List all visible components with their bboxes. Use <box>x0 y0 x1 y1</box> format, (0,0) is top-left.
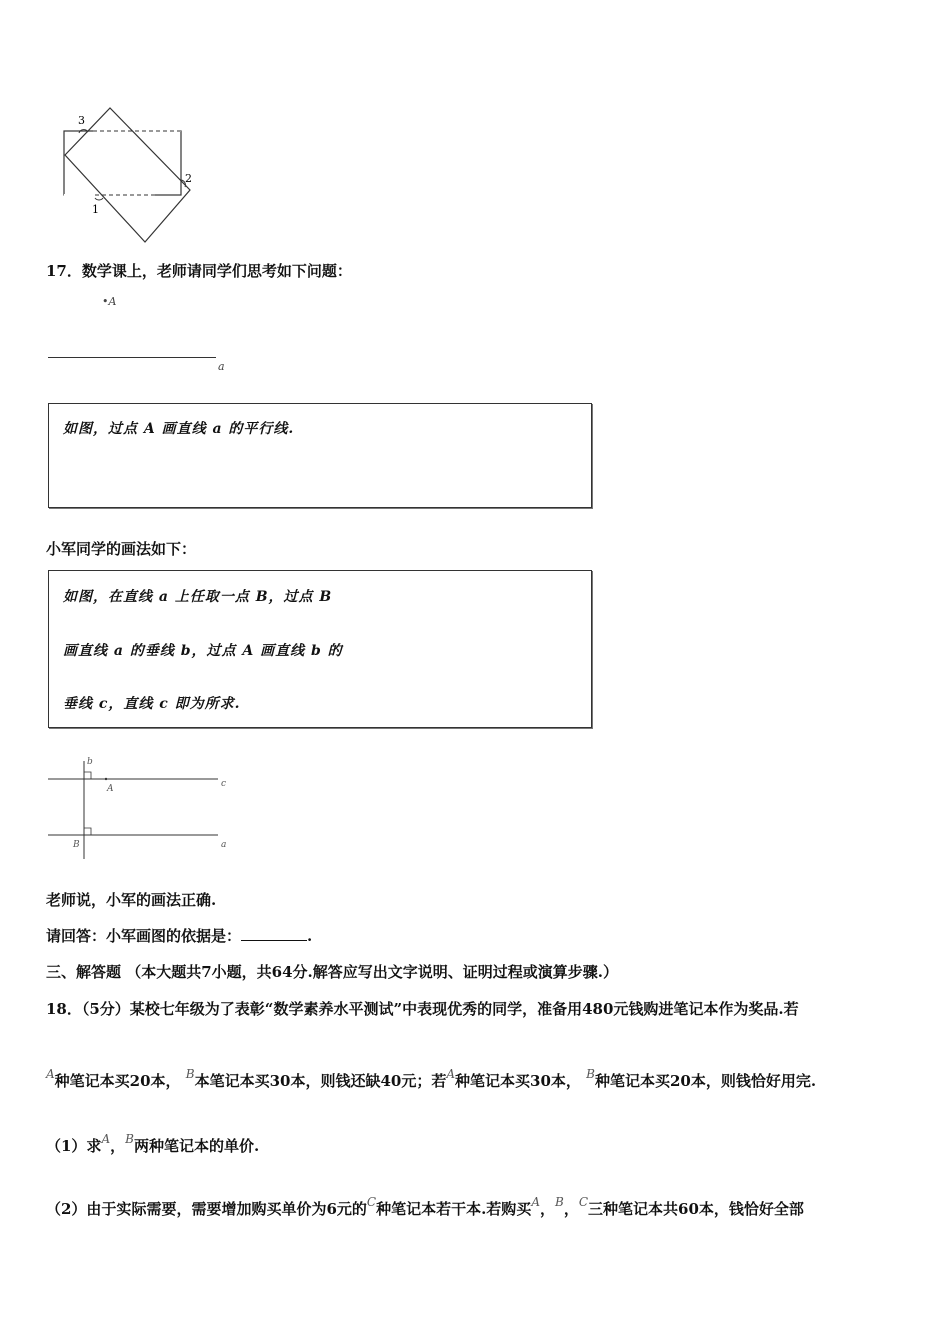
var-B: B <box>555 1195 564 1209</box>
q18-text: ， <box>539 1200 555 1218</box>
xiaojun-intro: 小军同学的画法如下： <box>46 540 197 558</box>
fig-label-3: 3 <box>78 114 85 127</box>
method-line-1: 如图，在直线 a 上任取一点 B，过点 B <box>63 589 333 605</box>
folded-rectangle-figure <box>55 100 205 250</box>
var-C: C <box>578 1195 589 1209</box>
point-a-label: •A <box>102 295 117 308</box>
line-a <box>48 357 216 358</box>
angle-arc-1 <box>95 198 103 200</box>
q18-text: （2）由于实际需要，需要增加购买单价为6元的 <box>46 1200 367 1218</box>
q18-text: （1）求 <box>46 1137 102 1155</box>
teacher-remark: 老师说，小军的画法正确. <box>46 891 217 909</box>
method-line-3: 垂线 c，直线 c 即为所求. <box>63 696 241 712</box>
question-18-line-1: 18．（5分）某校七年级为了表彰“数学素养水平测试”中表现优秀的同学，准备用480元钱购进笔记本作为奖品.若 <box>46 1000 799 1018</box>
var-A: A <box>46 1067 55 1081</box>
question-18-line-2 <box>46 1067 817 1091</box>
q18-text: 种笔记本买30本， <box>455 1072 581 1090</box>
section-3-heading: 三、解答题 （本大题共7小题，共64分.解答应写出文字说明、证明过程或演算步骤.） <box>46 963 618 981</box>
fig-label-b: b <box>87 757 93 767</box>
var-C: C <box>366 1195 377 1209</box>
right-angle-bottom <box>84 828 91 835</box>
q18-text: 种笔记本买20本， <box>54 1072 181 1090</box>
question-18-part-2 <box>46 1195 804 1219</box>
fig-label-B: B <box>73 840 80 850</box>
var-B: B <box>125 1132 134 1146</box>
problem-box <box>48 403 592 508</box>
perpendicular-figure <box>46 755 236 860</box>
answer-blank[interactable] <box>241 926 307 941</box>
rotated-rectangle <box>65 108 190 242</box>
var-A: A <box>531 1195 540 1209</box>
line-a-label: a <box>218 360 225 373</box>
question-18-part-1 <box>46 1132 260 1156</box>
fig-label-2: 2 <box>185 172 192 185</box>
q18-text: 种笔记本若干本.若购买 <box>376 1200 532 1218</box>
method-box <box>48 570 592 728</box>
answer-prompt-end: . <box>307 927 313 945</box>
question-17-stem: 17．数学课上，老师请同学们思考如下问题： <box>46 262 352 280</box>
var-B: B <box>586 1067 595 1081</box>
right-angle-top <box>84 772 91 779</box>
fig-label-1: 1 <box>92 203 99 216</box>
q18-text: ， <box>110 1137 126 1155</box>
q18-text: 种笔记本买20本，则钱恰好用完. <box>594 1072 817 1090</box>
point-a-dot <box>105 778 107 780</box>
var-B: B <box>185 1067 195 1081</box>
answer-prompt-text: 请回答：小军画图的依据是： <box>46 927 242 945</box>
fig-label-c: c <box>221 779 227 789</box>
var-A: A <box>446 1067 456 1081</box>
answer-prompt <box>46 925 312 946</box>
var-A: A <box>101 1132 111 1146</box>
q18-text: 本笔记本买30本，则钱还缺40元；若 <box>194 1072 447 1090</box>
problem-box-text: 如图，过点 A 画直线 a 的平行线. <box>63 421 295 437</box>
method-line-2: 画直线 a 的垂线 b，过点 A 画直线 b 的 <box>63 643 343 659</box>
q18-text: 两种笔记本的单价. <box>133 1137 260 1155</box>
fig-label-a: a <box>221 840 227 850</box>
q18-text: 三种笔记本共60本，钱恰好全部 <box>588 1200 804 1218</box>
fig-label-A: A <box>107 784 114 794</box>
q18-text: ， <box>563 1200 579 1218</box>
